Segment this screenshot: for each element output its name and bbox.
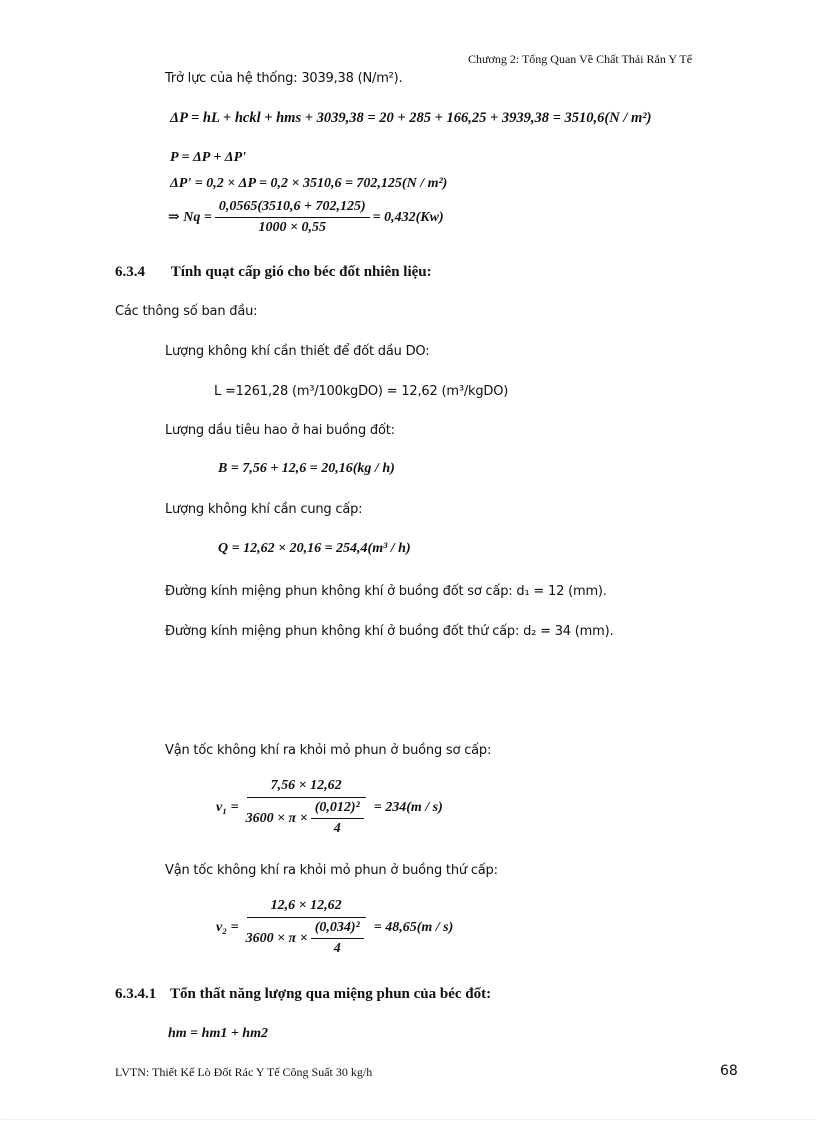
eq-v2-lhs: v₂ = <box>216 919 239 935</box>
equation-v2 <box>216 898 453 957</box>
section-title: Tính quạt cấp gió cho béc đốt nhiên liệu: <box>170 264 432 280</box>
eq-nq-rhs: = 0,432(Kw) <box>372 209 444 225</box>
eq-v2-numerator: 12,6 × 12,62 <box>247 898 366 918</box>
equation-q: Q = 12,62 × 20,16 = 254,4(m³ / h) <box>218 541 411 556</box>
eq-v1-numerator: 7,56 × 12,62 <box>247 778 366 798</box>
eq-v2-fraction <box>242 898 371 957</box>
resistance-line: Trở lực của hệ thống: 3039,38 (N/m²). <box>165 71 403 86</box>
eq-v1-den-a: 3600 × π × <box>245 810 308 826</box>
equation-v1 <box>216 778 443 837</box>
eq-v1-lhs: v₁ = <box>216 799 239 815</box>
section-number: 6.3.4 <box>115 264 145 280</box>
section-heading-6-3-4 <box>115 264 432 281</box>
initial-params-label: Các thông số ban đầu: <box>115 304 258 319</box>
eq-v1-inner-den: 4 <box>333 821 341 836</box>
footer-thesis-title: LVTN: Thiết Kế Lò Đốt Rác Y Tế Công Suất 30 kg/h <box>115 1065 373 1079</box>
eq-v2-inner-fraction <box>311 920 364 957</box>
eq-v1-inner-fraction <box>311 800 364 837</box>
eq-v2-inner-den: 4 <box>333 941 341 956</box>
nozzle-d2-line: Đường kính miệng phun không khí ở buồng đốt thứ cấp: d₂ = 34 (mm). <box>165 624 614 639</box>
equation-delta-p: ΔP = hL + hckl + hms + 3039,38 = 20 + 285 + 166,25 + 3939,38 = 3510,6(N / m²) <box>170 110 652 126</box>
eq-v1-fraction <box>242 778 371 837</box>
equation-b: B = 7,56 + 12,6 = 20,16(kg / h) <box>218 461 395 476</box>
air-supply-label: Lượng không khí cần cung cấp: <box>165 502 363 517</box>
air-quantity-line: L =1261,28 (m³/100kgDO) = 12,62 (m³/kgDO) <box>214 384 509 399</box>
equation-nq <box>168 199 444 236</box>
nozzle-d1-line: Đường kính miệng phun không khí ở buồng đốt sơ cấp: d₁ = 12 (mm). <box>165 584 607 599</box>
velocity-secondary-label: Vận tốc không khí ra khỏi mỏ phun ở buồng thứ cấp: <box>165 863 498 878</box>
subsection-number: 6.3.4.1 <box>115 986 157 1002</box>
eq-v1-inner-num: (0,012)² <box>311 800 364 819</box>
eq-v1-rhs: = 234(m / s) <box>373 799 443 815</box>
eq-nq-denominator: 1000 × 0,55 <box>258 220 326 235</box>
equation-p: P = ΔP + ΔP' <box>170 150 247 165</box>
eq-nq-fraction <box>215 199 370 236</box>
eq-nq-lhs: ⇒ Nq = <box>168 210 212 225</box>
running-header: Chương 2: Tổng Quan Về Chất Thải Rắn Y Tế <box>468 52 693 66</box>
eq-nq-numerator: 0,0565(3510,6 + 702,125) <box>215 199 370 218</box>
page-number: 68 <box>720 1063 738 1079</box>
equation-delta-p-prime: ΔP' = 0,2 × ΔP = 0,2 × 3510,6 = 702,125(N / m²) <box>170 176 448 191</box>
eq-v2-den-a: 3600 × π × <box>245 930 308 946</box>
subsection-title: Tổn thất năng lượng qua miệng phun của béc đốt: <box>170 986 492 1002</box>
air-need-label: Lượng không khí cần thiết để đốt dầu DO: <box>165 344 430 359</box>
eq-v2-rhs: = 48,65(m / s) <box>373 919 454 935</box>
page-bottom-dotted-rule <box>0 1119 816 1120</box>
section-heading-6-3-4-1 <box>115 986 491 1003</box>
eq-v1-denominator <box>242 798 371 837</box>
eq-v2-inner-num: (0,034)² <box>311 920 364 939</box>
oil-consumption-label: Lượng dầu tiêu hao ở hai buồng đốt: <box>165 423 395 438</box>
velocity-primary-label: Vận tốc không khí ra khỏi mỏ phun ở buồng sơ cấp: <box>165 743 492 758</box>
equation-hm: hm = hm1 + hm2 <box>168 1026 268 1041</box>
eq-v2-denominator <box>242 918 371 957</box>
